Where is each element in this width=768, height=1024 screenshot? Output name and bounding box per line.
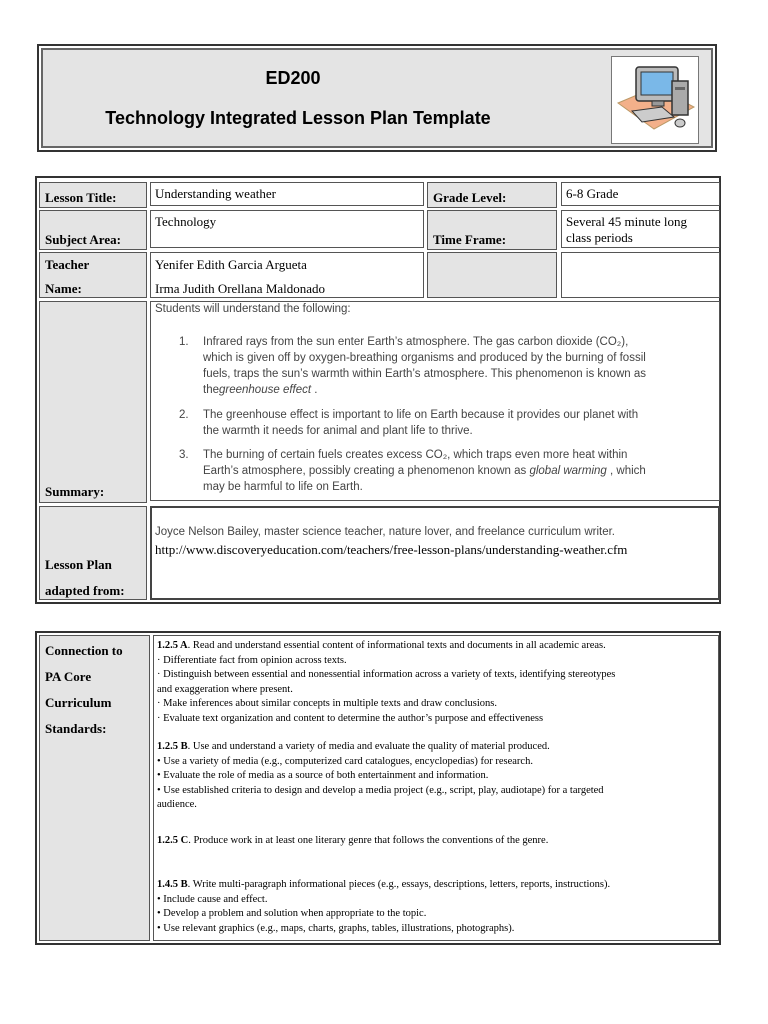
standards-label-line-3: Curriculum	[45, 695, 112, 710]
adapted-from-label-cell	[39, 506, 147, 600]
course-code: ED200	[265, 68, 321, 88]
lesson-title-label-cell	[39, 182, 147, 208]
subject-area-label: Subject Area:	[45, 232, 121, 247]
standard-4: 1.4.5 B. Write multi-paragraph informational pieces (e.g., essays, descriptions, letters, reports, instructions). • Include cause and effect. • Develop a problem and solution when appropriate to the topic. • Use relevant graphics (e.g., maps, charts, graphs, tables, illustrations, photographs).	[157, 879, 611, 934]
lesson-title-label: Lesson Title:	[45, 190, 117, 205]
computer-clipart-icon	[611, 56, 699, 144]
lesson-title-value: Understanding weather	[155, 186, 276, 201]
adapted-url-link[interactable]: http://www.discoveryeducation.com/teachers/free-lesson-plans/understanding-weather.cfm	[155, 542, 628, 557]
time-frame-value-line-1: Several 45 minute long	[566, 214, 687, 229]
empty-value-cell	[561, 252, 720, 298]
summary-intro: Students will understand the following:	[155, 303, 351, 315]
document-title: Technology Integrated Lesson Plan Template	[105, 108, 491, 128]
grade-level-value-cell	[561, 182, 720, 206]
time-frame-label-cell	[427, 210, 557, 250]
teacher-name-2: Irma Judith Orellana Maldonado	[155, 281, 326, 296]
teacher-name-value-cell	[150, 252, 424, 298]
time-frame-label: Time Frame:	[433, 232, 507, 247]
time-frame-value-cell	[561, 210, 720, 248]
teacher-name-label-line-1: Teacher	[45, 257, 90, 272]
subject-area-label-cell	[39, 210, 147, 250]
grade-level-value: 6-8 Grade	[566, 186, 619, 201]
standards-label-line-4: Standards:	[45, 721, 107, 736]
header-inner	[41, 48, 713, 148]
teacher-name-label-cell	[39, 252, 147, 298]
standard-2: 1.2.5 B. Use and understand a variety of media and evaluate the quality of material produced. • Use a variety of media (e.g., computerized card catalogues, encyclopedias) for research. • Evaluate the role of media as a source of both entertainment and information. • Use established criteria to design and develop a media project (e.g., script, play, audiotape) for a targeted audience.	[157, 741, 604, 810]
subject-area-value: Technology	[155, 214, 217, 229]
teacher-name-1: Yenifer Edith Garcia Argueta	[155, 257, 307, 272]
adapted-from-content-cell	[150, 506, 720, 600]
summary-label-cell	[39, 301, 147, 503]
adapted-from-label-line-2: adapted from:	[45, 583, 125, 598]
summary-content-cell: Students will understand the following: 1. Infrared rays from the sun enter Earth’s atmosphere. The gas carbon dioxide (CO₂), which is given off by oxygen-breathing organisms and produced by the burning of fossil fuels, traps the sun’s warmth within Earth’s atmosphere. This phenomenon is known as thegreenhouse effect . 2. The greenhouse effect is important to life on Earth because it provides our planet with the warmth it needs for animal and plant life to thrive. 3. The burning of certain fuels creates excess CO₂, which traps even more heat within Earth’s atmosphere, possibly creating a phenomenon known as global warming , which may be harmful to life on Earth.	[150, 301, 720, 501]
standard-3: 1.2.5 C. Produce work in at least one literary genre that follows the conventions of the genre.	[157, 835, 549, 846]
standards-label-line-1: Connection to	[45, 643, 123, 658]
standard-1: 1.2.5 A. Read and understand essential content of informational texts and documents in all academic areas. · Differentiate fact from opinion across texts. · Distinguish between essential and nonessential information across a variety of texts, identifying stereotypes and exaggeration where present. · Make inferences about similar concepts in multiple texts and draw conclusions. · Evaluate text organization and content to determine the author’s purpose and effectiveness	[157, 640, 616, 724]
subject-area-value-cell	[150, 210, 424, 248]
grade-level-label-cell	[427, 182, 557, 208]
summary-label: Summary:	[45, 484, 105, 499]
lesson-title-value-cell	[150, 182, 424, 206]
header-box	[37, 44, 717, 152]
standards-label-cell	[39, 635, 150, 941]
adapted-from-label-line-1: Lesson Plan	[45, 557, 112, 572]
empty-label-cell	[427, 252, 557, 298]
grade-level-label: Grade Level:	[433, 190, 507, 205]
lesson-info-table	[35, 176, 721, 604]
adapted-author: Joyce Nelson Bailey, master science teacher, nature lover, and freelance curriculum writer.	[155, 526, 615, 538]
standards-label-line-2: PA Core	[45, 669, 92, 684]
standards-table	[35, 631, 721, 945]
time-frame-value-line-2: class periods	[566, 230, 633, 245]
teacher-name-label-line-2: Name:	[45, 281, 82, 296]
